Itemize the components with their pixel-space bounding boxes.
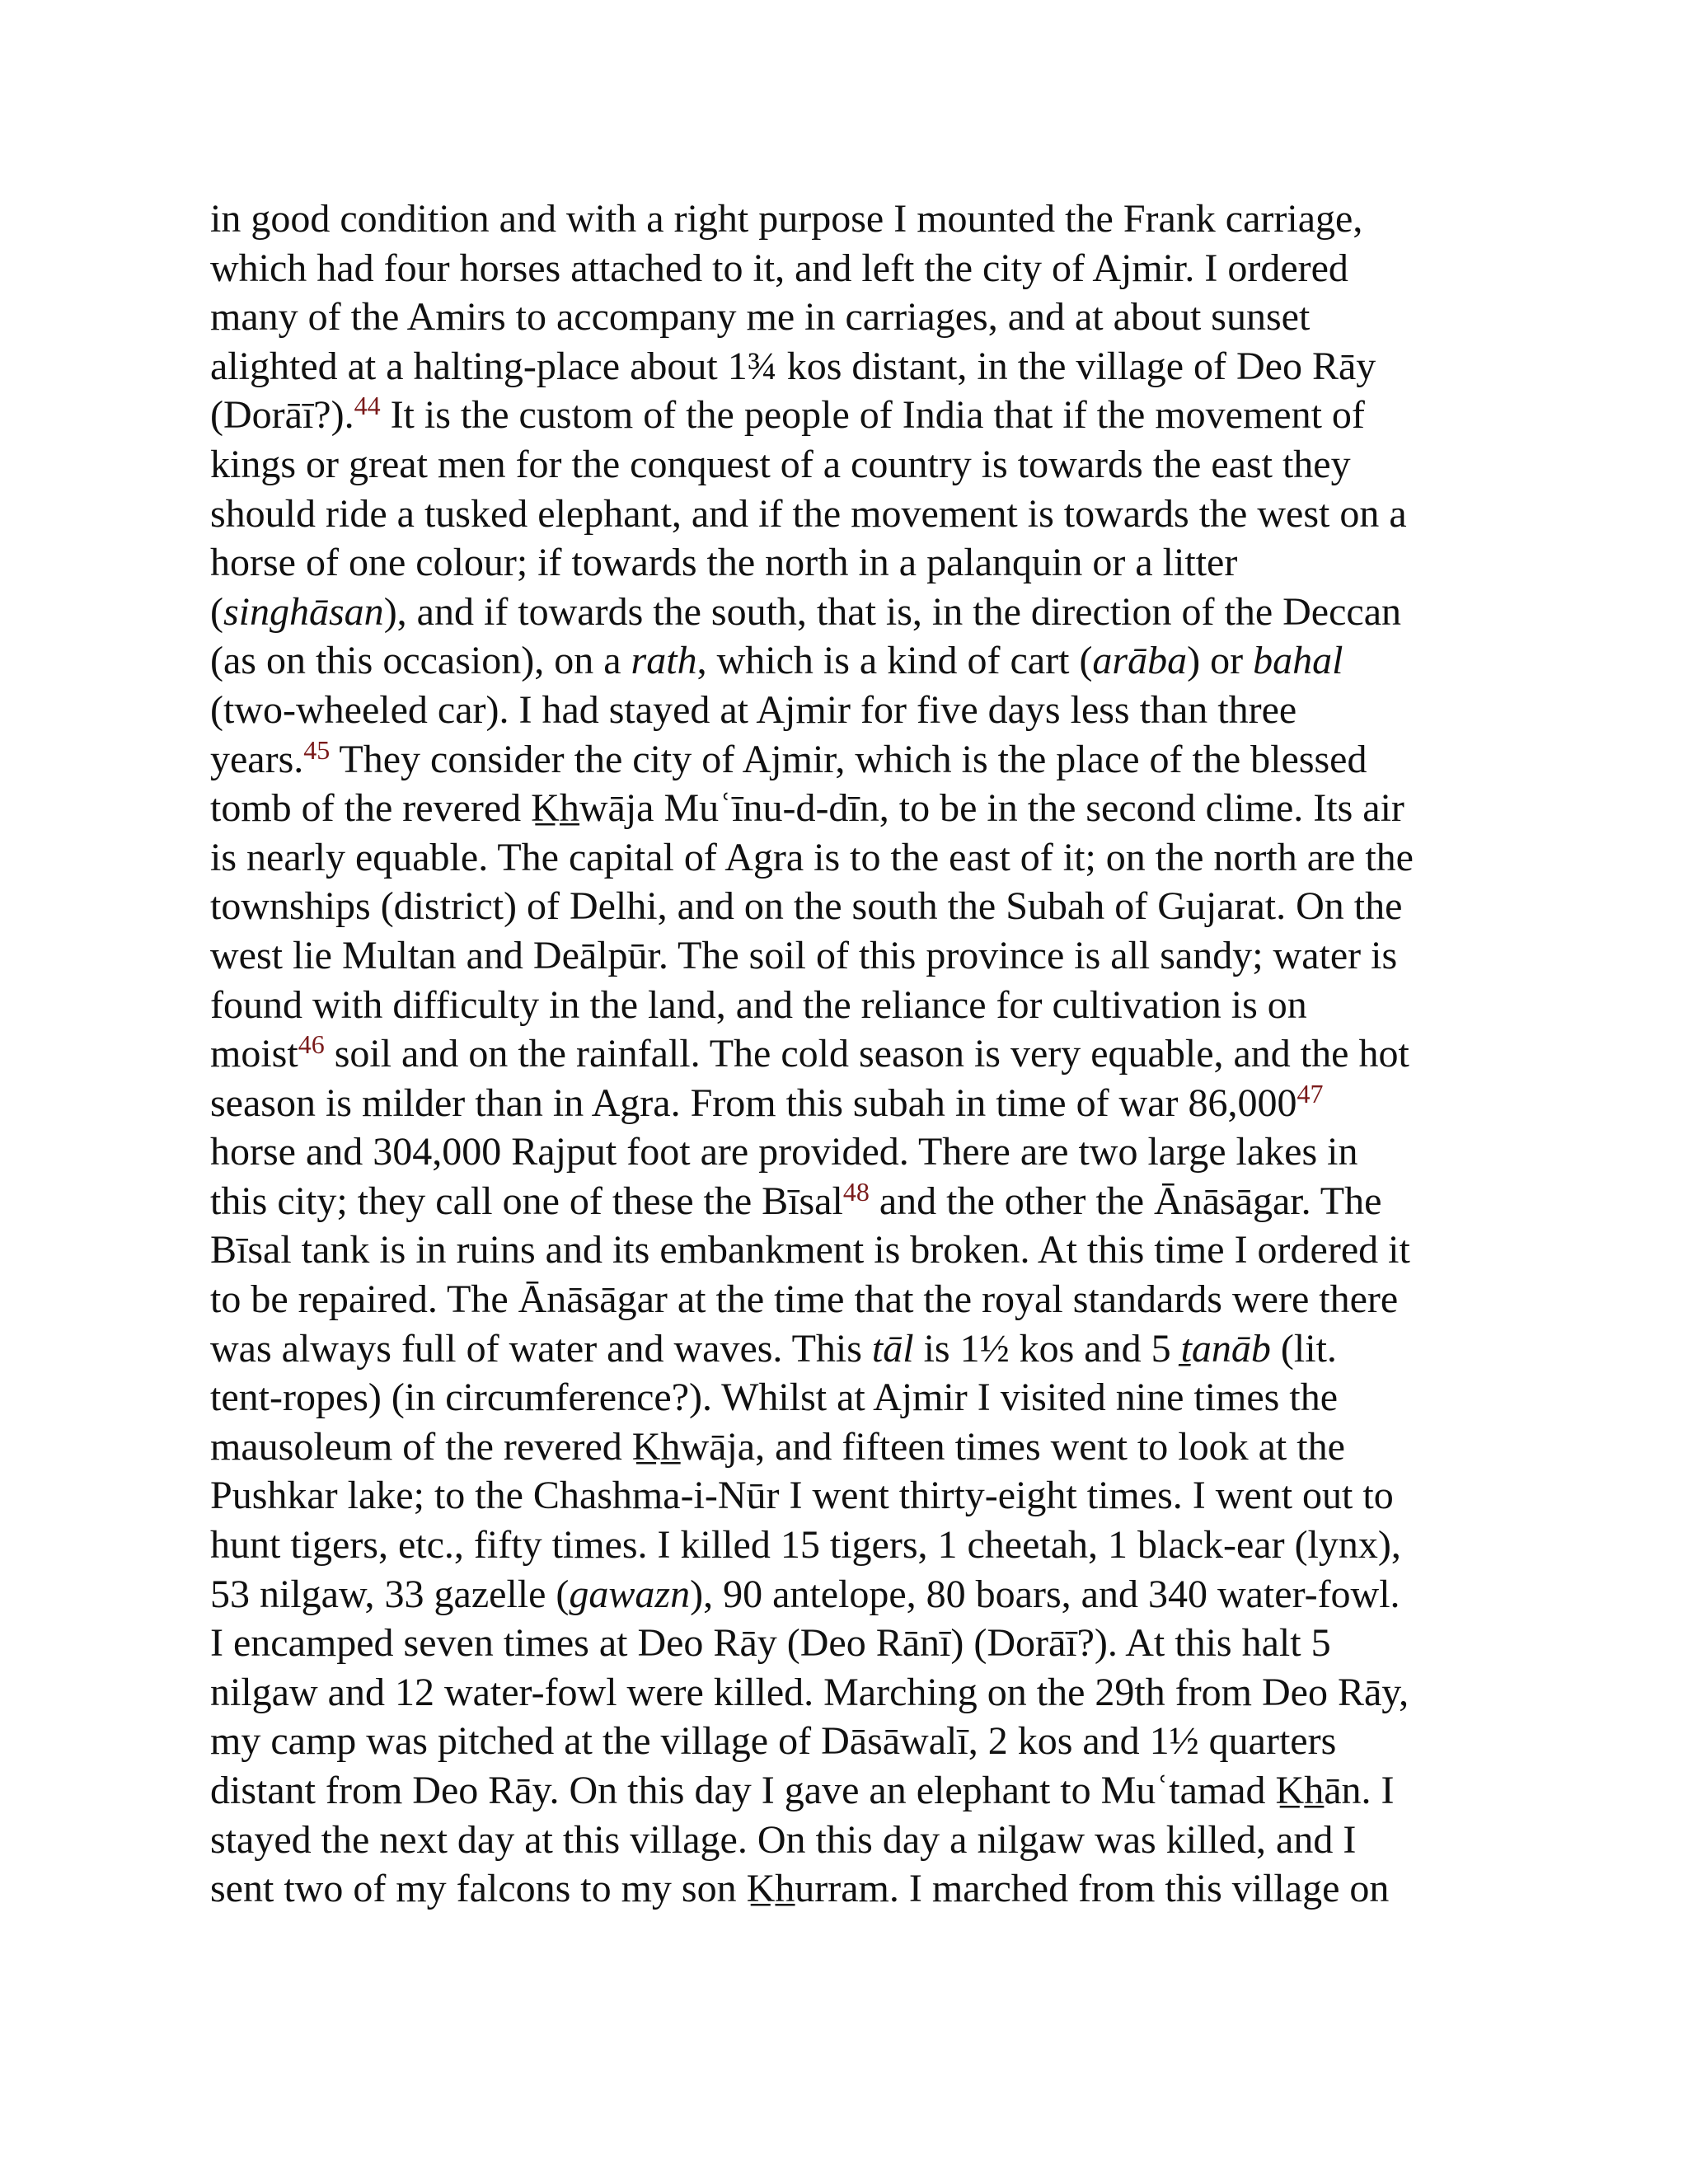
text-line (210, 1668, 1496, 1718)
text-run: mausoleum of the revered K̲h̲wāja, and fifteen times went to look at the (210, 1424, 1345, 1469)
text-run: ( (210, 589, 223, 634)
text-line (210, 1373, 1496, 1422)
text-run: sent two of my falcons to my son K̲h̲urram. I marched from this village on (210, 1867, 1390, 1911)
text-run: Bīsal tank is in ruins and its embankment is broken. At this time I ordered it (210, 1228, 1410, 1272)
text-run: west lie Multan and Deālpūr. The soil of this province is all sandy; water is (210, 933, 1398, 977)
text-line (210, 686, 1496, 735)
text-run: ), 90 antelope, 80 boars, and 340 water-fowl. (690, 1572, 1400, 1616)
italic-term: gawazn (569, 1572, 691, 1616)
italic-term: arāba (1092, 639, 1188, 683)
text-line (210, 1029, 1496, 1079)
text-run: my camp was pitched at the village of Dāsāwalī, 2 kos and 1½ quarters (210, 1719, 1337, 1764)
italic-term: ṯanāb (1180, 1326, 1271, 1371)
text-line (210, 931, 1496, 981)
text-run: to be repaired. The Ānāsāgar at the time that the royal standards were there (210, 1277, 1399, 1322)
text-run: townships (district) of Delhi, and on the south the Subah of Gujarat. On the (210, 884, 1403, 929)
text-line (210, 1521, 1496, 1570)
text-line (210, 1816, 1496, 1865)
italic-term: singhāsan (223, 589, 384, 634)
footnote-ref[interactable]: 47 (1296, 1078, 1324, 1108)
text-line (210, 1717, 1496, 1766)
text-line (210, 440, 1496, 490)
text-run: (two-wheeled car). I had stayed at Ajmir for five days less than three (210, 687, 1297, 732)
text-line (210, 1324, 1496, 1374)
text-run: 53 nilgaw, 33 gazelle ( (210, 1572, 570, 1616)
text-run: was always full of water and waves. This (210, 1326, 872, 1371)
text-run: distant from Deo Rāy. On this day I gave an elephant to Muʿtamad K̲h̲ān. I (210, 1769, 1395, 1812)
text-line (210, 784, 1496, 833)
footnote-ref[interactable]: 48 (842, 1176, 870, 1207)
text-run: which had four horses attached to it, and left the city of Ajmir. I ordered (210, 246, 1348, 290)
italic-term: tāl (871, 1326, 914, 1371)
text-run: alighted at a halting-place about 1¾ kos distant, in the village of Deo Rāy (210, 344, 1376, 388)
text-line (210, 1766, 1496, 1816)
text-line (210, 1422, 1496, 1472)
text-line (210, 538, 1496, 588)
text-run: moist (210, 1032, 298, 1076)
italic-term: rath (631, 639, 697, 683)
text-run: this city; they call one of these the Bīsal (210, 1179, 843, 1223)
text-run: and the other the Ānāsāgar. The (869, 1179, 1382, 1223)
text-run: should ride a tusked elephant, and if the movement is towards the west on a (210, 491, 1407, 536)
text-run: found with difficulty in the land, and the reliance for cultivation is on (210, 982, 1307, 1027)
text-line (210, 735, 1496, 785)
text-line (210, 1079, 1496, 1128)
text-line (210, 588, 1496, 637)
text-run: soil and on the rainfall. The cold season is very equable, and the hot (324, 1032, 1409, 1076)
italic-term: bahal (1253, 639, 1343, 683)
text-line (210, 342, 1496, 391)
text-line (210, 391, 1496, 440)
text-line (210, 293, 1496, 342)
page-text (210, 194, 1496, 1914)
footnote-ref[interactable]: 46 (298, 1029, 325, 1060)
text-line (210, 636, 1496, 686)
text-line (210, 882, 1496, 931)
text-run: tomb of the revered K̲h̲wāja Muʿīnu-d-dīn, to be in the second clime. Its air (210, 786, 1404, 831)
text-run: hunt tigers, etc., fifty times. I killed 15 tigers, 1 cheetah, 1 black-ear (lynx), (210, 1523, 1401, 1568)
text-run: in good condition and with a right purpose I mounted the Frank carriage, (210, 197, 1363, 241)
text-run: is 1½ kos and 5 (913, 1326, 1181, 1371)
text-run: (as on this occasion), on a (210, 639, 631, 683)
text-run: nilgaw and 12 water-fowl were killed. Marching on the 29th from Deo Rāy, (210, 1670, 1409, 1714)
text-line (210, 981, 1496, 1030)
text-run: Pushkar lake; to the Chashma-i-Nūr I went thirty-eight times. I went out to (210, 1474, 1394, 1518)
text-run: They consider the city of Ajmir, which is the place of the blessed (330, 737, 1367, 781)
text-line (210, 1619, 1496, 1668)
text-line (210, 490, 1496, 539)
text-run: kings or great men for the conquest of a country is towards the east they (210, 442, 1351, 486)
text-line (210, 833, 1496, 883)
text-run: I encamped seven times at Deo Rāy (Deo Rānī) (Dorāī?). At this halt 5 (210, 1621, 1331, 1666)
footnote-ref[interactable]: 44 (354, 391, 381, 421)
text-run: years. (210, 737, 304, 781)
text-line (210, 1177, 1496, 1226)
text-line (210, 194, 1496, 244)
text-line (210, 1471, 1496, 1521)
text-line (210, 244, 1496, 293)
text-run: season is milder than in Agra. From this subah in time of war 86,000 (210, 1080, 1297, 1125)
text-run: (Dorāī?). (210, 393, 354, 438)
text-run: horse and 304,000 Rajput foot are provided. There are two large lakes in (210, 1130, 1358, 1174)
footnote-ref[interactable]: 45 (303, 734, 331, 765)
text-run: many of the Amirs to accompany me in carriages, and at about sunset (210, 295, 1311, 340)
text-run: stayed the next day at this village. On this day a nilgaw was killed, and I (210, 1817, 1357, 1862)
text-run: ) or (1187, 639, 1254, 683)
text-run: (lit. (1270, 1326, 1337, 1371)
text-line (210, 1275, 1496, 1324)
text-line (210, 1570, 1496, 1619)
text-run: It is the custom of the people of India that if the movement of (380, 393, 1365, 438)
text-line (210, 1127, 1496, 1177)
text-run: is nearly equable. The capital of Agra is to the east of it; on the north are the (210, 835, 1414, 879)
text-run: horse of one colour; if towards the north in a palanquin or a litter (210, 541, 1238, 585)
text-run: ), and if towards the south, that is, in the direction of the Deccan (383, 589, 1401, 634)
text-line (210, 1864, 1496, 1914)
text-run: tent-ropes) (in circumference?). Whilst at Ajmir I visited nine times the (210, 1376, 1338, 1420)
text-line (210, 1226, 1496, 1275)
text-run: , which is a kind of cart ( (696, 639, 1093, 683)
